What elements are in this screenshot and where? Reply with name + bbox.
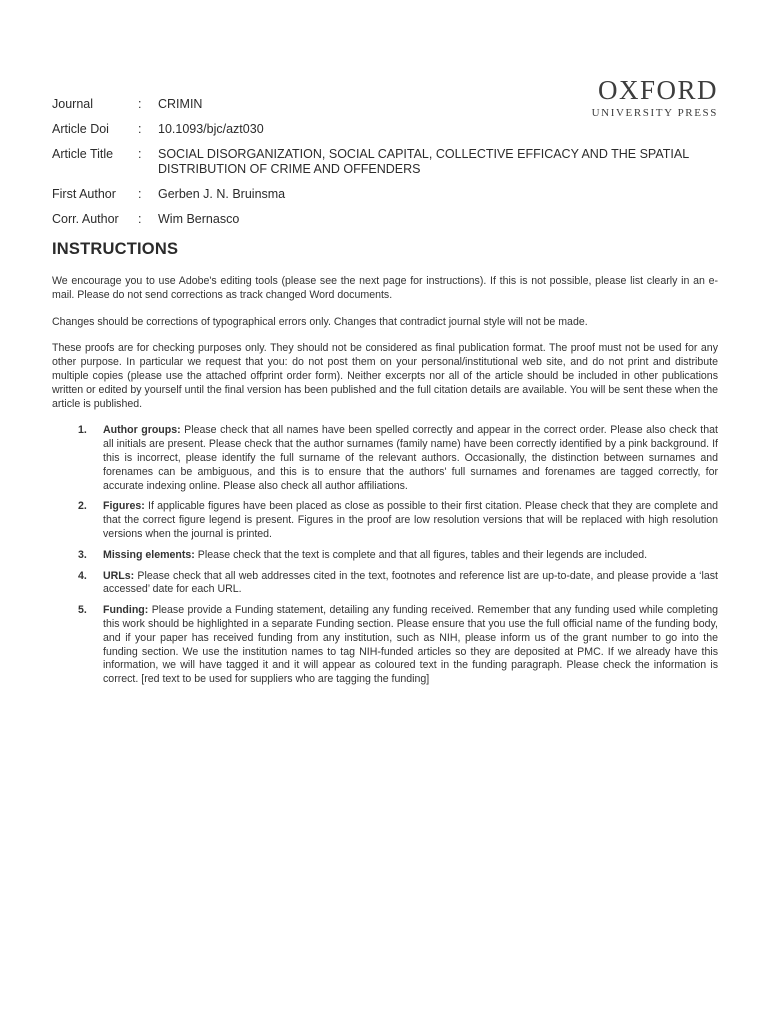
list-item [52,424,718,493]
meta-row-corr-author [52,212,722,227]
list-number: 5. [78,604,87,617]
meta-row-first-author [52,187,722,202]
list-item-text [103,424,718,493]
list-item-title: Figures: [103,500,145,513]
list-item-title: Funding: [103,604,149,617]
meta-row-journal [52,97,722,112]
meta-separator: : [138,212,142,226]
list-item-title: Missing elements: [103,548,195,561]
meta-value: SOCIAL DISORGANIZATION, SOCIAL CAPITAL, COLLECTIVE EFFICACY AND THE SPATIAL DISTRIBUTION OF CRIME AND OFFENDERS [158,147,689,176]
list-item-title: Author groups: [103,424,181,437]
list-item-text [103,500,718,541]
paragraph: Changes should be corrections of typographical errors only. Changes that contradict journal style will not be made. [52,315,588,328]
list-item-text [103,604,718,687]
meta-value: 10.1093/bjc/azt030 [158,122,264,136]
list-number: 3. [78,548,87,561]
list-item [52,500,718,541]
meta-separator: : [138,187,142,201]
meta-value: Gerben J. N. Bruinsma [158,187,286,201]
list-number: 1. [78,424,87,437]
list-item-title: URLs: [103,569,135,582]
paragraph: We encourage you to use Adobe's editing tools (please see the next page for instructions). If this is not possible, please list clearly in an e-mail. Please do not send corrections as track changed Word documents. [52,275,718,301]
list-number: 2. [78,500,87,513]
paragraph: These proofs are for checking purposes only. They should not be considered as final publication format. The proof must not be used for any other purpose. In particular we request that you: do not post them on your personal/institutional web site, and do not print and distribute multiple copies (please use the attached offprint order form). Neither excerpts nor all of the article should be included in other publications written or edited by yourself until the final version has been published and the full citation details are available. You will be sent these when the article is published. [52,342,718,410]
meta-label: Journal [52,97,93,111]
meta-label: Article Doi [52,122,109,136]
list-item [52,549,718,563]
meta-label: First Author [52,187,116,201]
instructions-heading: INSTRUCTIONS [52,240,179,258]
meta-label: Article Title [52,147,114,161]
instructions-body [52,275,718,694]
list-number: 4. [78,569,87,582]
meta-separator: : [138,122,142,136]
logo-wordmark: OXFORD [597,75,718,105]
meta-row-doi [52,122,722,137]
list-item-body: Please provide a Funding statement, detailing any funding received. Remember that any funding used while completing this work should be highlighted in a separate Funding section. Please ensure that you use the full official name of the funding body, and if your paper has received funding from any institution, such as NIH, please inform us of the grant number to go into the funding section. We use the institution names to tag NIH-funded articles so they are deposited at PMC. If we already have this information, we will have tagged it and it will appear as coloured text in the funding paragraph. Please check the information is correct. [red text to be used for suppliers who are tagging the funding] [103,604,718,686]
list-item-body: Please check that all names have been spelled correctly and appear in the correct order. Please also check that all initials are present. Please check that the author surnames (family name) have been correctly identified by a pink background. If this is incorrect, please identify the full surname of the relevant authors. Occasionally, the distinction between surnames and forenames can be ambiguous, and this is to ensure that the authors' full surnames and forenames are tagged correctly, for accurate indexing online. Please also check all author affiliations. [103,424,718,492]
list-item-body: Please check that the text is complete and that all figures, tables and their legends are included. [194,548,648,561]
article-metadata [52,97,722,237]
list-item-text [103,549,718,563]
logo-subtitle: UNIVERSITY PRESS [591,107,718,119]
meta-value: Wim Bernasco [158,212,240,226]
meta-row-title [52,147,722,177]
list-item [52,604,718,687]
meta-label: Corr. Author [52,212,119,226]
meta-value: CRIMIN [158,97,203,111]
list-item [52,570,718,598]
meta-separator: : [138,97,142,111]
list-item-body: Please check that all web addresses cited in the text, footnotes and reference list are up-to-date, and please provide a ‘last accessed’ date for each URL. [103,569,718,596]
list-item-body: If applicable figures have been placed as close as possible to their first citation. Please check that they are complete and that the correct figure legend is present. Figures in the proof are low resolution versions that will be replaced with high resolution versions when the journal is printed. [103,500,718,540]
instructions-list [52,424,718,687]
meta-separator: : [138,147,142,161]
list-item-text [103,570,718,598]
